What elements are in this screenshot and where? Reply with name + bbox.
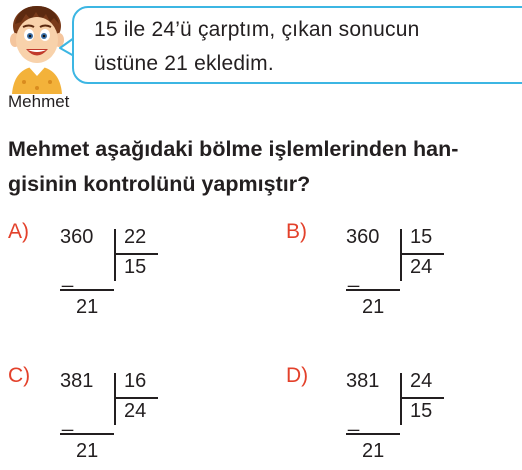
option-a-letter[interactable]: A) (8, 220, 29, 243)
divisor: 16 (124, 370, 147, 392)
option-d-letter[interactable]: D) (286, 364, 309, 387)
dividend: 360 (60, 226, 94, 248)
quotient: 15 (410, 400, 433, 422)
dividend: 381 (60, 370, 94, 392)
question-line-1: Mehmet aşağıdaki bölme işlemlerinden han- (8, 137, 459, 161)
subtraction-line (346, 289, 400, 291)
divisor: 24 (410, 370, 433, 392)
division-horizontal-bar (402, 253, 444, 255)
minus-sign: _ (348, 266, 360, 288)
question-line-2: gisinin kontrolünü yapmıştır? (8, 172, 311, 196)
subtraction-line (60, 433, 114, 435)
speech-line-2: üstüne 21 ekledim. (94, 52, 274, 75)
speaker-name: Mehmet (8, 92, 70, 111)
division-vertical-bar (114, 229, 116, 281)
remainder: 21 (362, 296, 385, 318)
remainder: 21 (76, 296, 99, 318)
option-d-division[interactable] (346, 370, 466, 470)
division-horizontal-bar (116, 253, 158, 255)
minus-sign: _ (62, 266, 74, 288)
remainder: 21 (76, 440, 99, 462)
option-a-division[interactable] (60, 226, 180, 326)
quotient: 24 (410, 256, 433, 278)
quotient: 15 (124, 256, 147, 278)
divisor: 22 (124, 226, 147, 248)
subtraction-line (60, 289, 114, 291)
option-b-division[interactable] (346, 226, 466, 326)
dividend: 381 (346, 370, 380, 392)
question-text (8, 132, 520, 202)
division-horizontal-bar (116, 397, 158, 399)
subtraction-line (346, 433, 400, 435)
division-vertical-bar (400, 373, 402, 425)
minus-sign: _ (348, 410, 360, 432)
division-vertical-bar (114, 373, 116, 425)
divisor: 15 (410, 226, 433, 248)
division-horizontal-bar (402, 397, 444, 399)
option-c-division[interactable] (60, 370, 180, 470)
dividend: 360 (346, 226, 380, 248)
option-c-letter[interactable]: C) (8, 364, 31, 387)
speech-line-1: 15 ile 24’ü çarptım, çıkan sonucun (94, 18, 420, 41)
quotient: 24 (124, 400, 147, 422)
minus-sign: _ (62, 410, 74, 432)
division-vertical-bar (400, 229, 402, 281)
speech-bubble (72, 6, 522, 84)
remainder: 21 (362, 440, 385, 462)
option-b-letter[interactable]: B) (286, 220, 307, 243)
